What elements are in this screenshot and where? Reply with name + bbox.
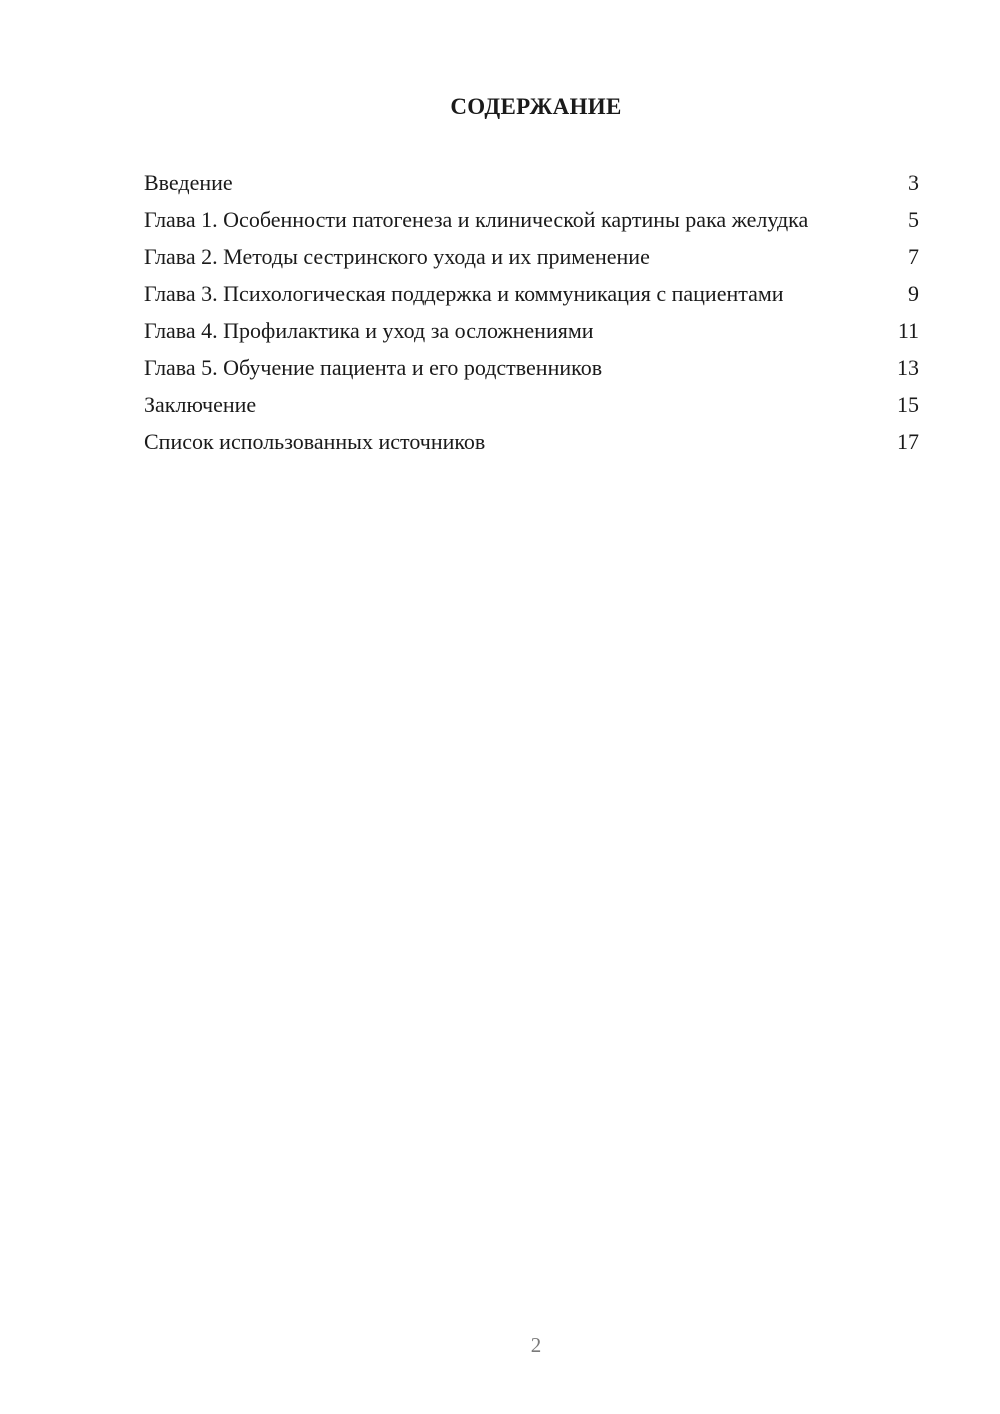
toc-entry-page: 13	[897, 355, 919, 380]
toc-entry-page: 17	[897, 429, 919, 454]
toc-entry-title: Введение	[144, 170, 233, 195]
toc-entry-page: 3	[908, 170, 919, 195]
page-number: 2	[530, 1333, 542, 1357]
toc-entry-chapter-2	[144, 243, 919, 270]
toc-entry-chapter-5	[144, 354, 919, 381]
toc-entry-references	[144, 428, 919, 455]
table-of-contents	[144, 169, 919, 465]
toc-entry-title: Заключение	[144, 392, 257, 417]
toc-entry-title: Список использованных источников	[144, 429, 486, 454]
toc-entry-page: 7	[908, 244, 919, 269]
page-title: СОДЕРЖАНИЕ	[450, 94, 622, 119]
toc-entry-title: Глава 2. Методы сестринского ухода и их применение	[144, 244, 650, 269]
toc-entry-conclusion	[144, 391, 919, 418]
toc-entry-page: 9	[908, 281, 919, 306]
toc-entry-page: 11	[897, 318, 919, 343]
toc-entry-title: Глава 1. Особенности патогенеза и клинической картины рака желудка	[144, 207, 809, 232]
toc-entry-introduction	[144, 169, 919, 196]
toc-entry-page: 5	[908, 207, 919, 232]
toc-entry-title: Глава 3. Психологическая поддержка и коммуникация с пациентами	[144, 281, 784, 306]
toc-entry-chapter-1	[144, 206, 919, 233]
toc-entry-title: Глава 4. Профилактика и уход за осложнениями	[144, 318, 594, 343]
toc-entry-page: 15	[897, 392, 919, 417]
toc-entry-chapter-4	[144, 317, 919, 344]
toc-entry-title: Глава 5. Обучение пациента и его родственников	[144, 355, 603, 380]
toc-entry-chapter-3	[144, 280, 919, 307]
